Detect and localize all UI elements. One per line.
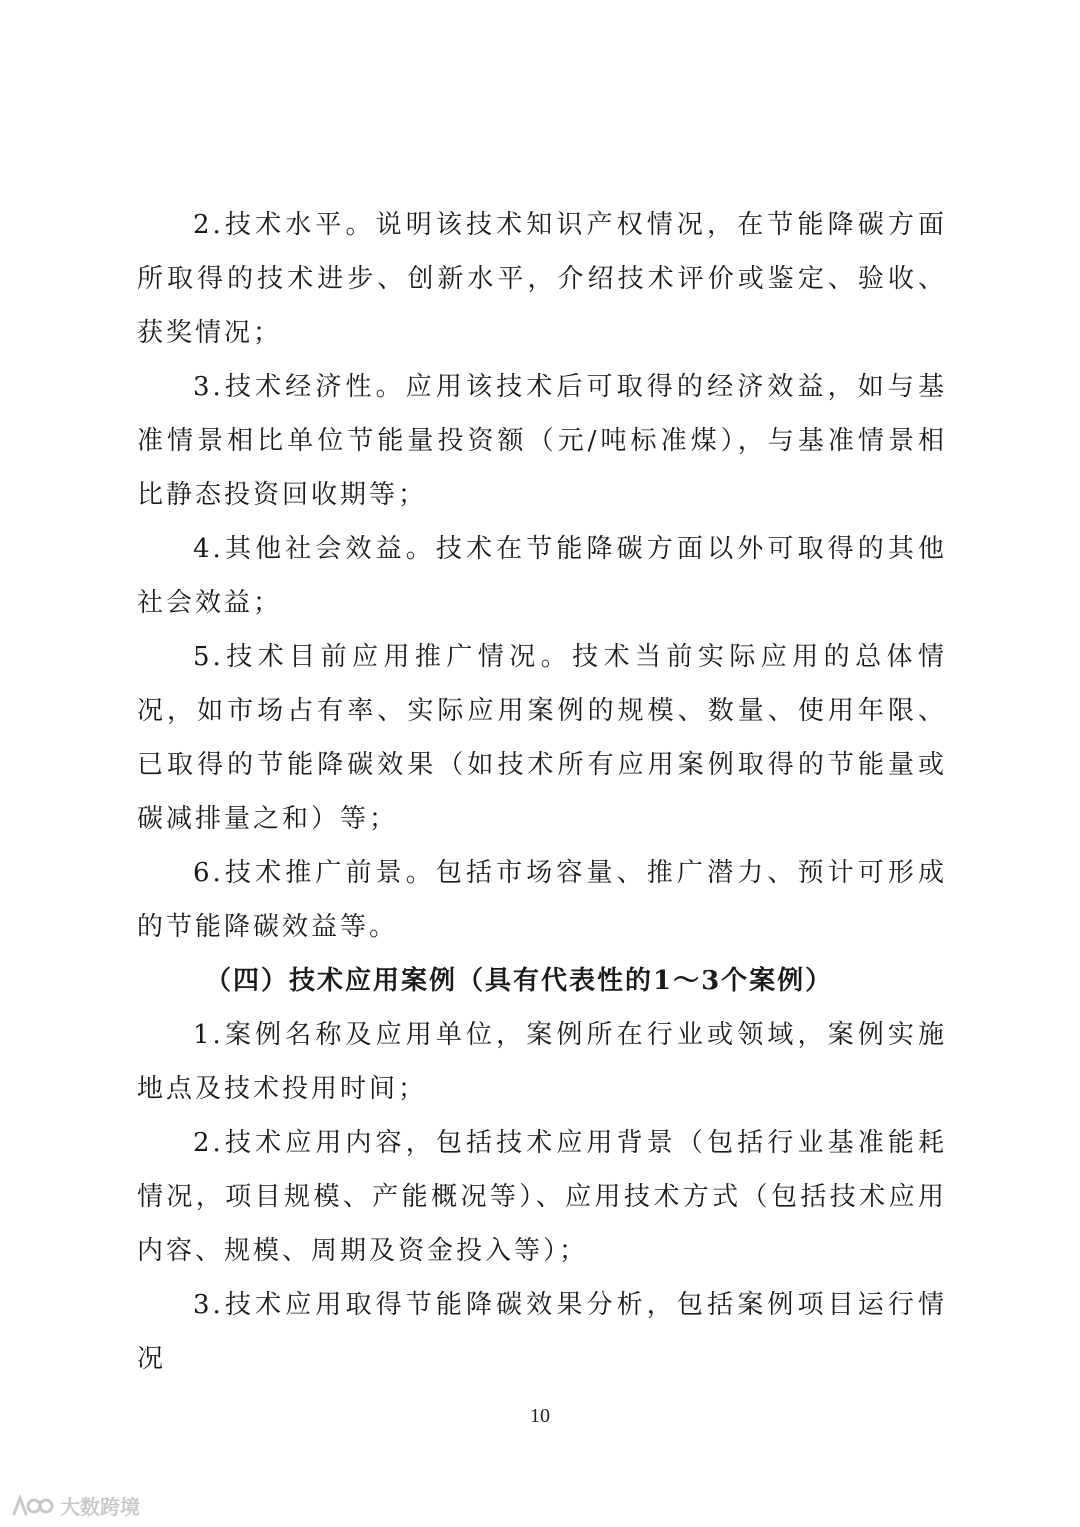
paragraph-economics: 3.技术经济性。应用该技术后可取得的经济效益，如与基准情景相比单位节能量投资额（元/吨标准煤），与基准情景相比静态投资回收期等； — [137, 372, 947, 510]
watermark-text: 大数跨境 — [60, 1495, 140, 1519]
section-heading-cases: （四）技术应用案例（具有代表性的1～3个案例） — [205, 966, 834, 996]
page-number: 10 — [530, 1405, 550, 1427]
document-body — [137, 198, 947, 1386]
watermark — [10, 1491, 140, 1520]
paragraph-application-status: 5.技术目前应用推广情况。技术当前实际应用的总体情况，如市场占有率、实际应用案例的规模、数量、使用年限、已取得的节能降碳效果（如技术所有应用案例取得的节能量或碳减排量之和）等； — [137, 642, 947, 834]
watermark-logo-icon — [10, 1494, 54, 1518]
paragraph-technical-level: 2.技术水平。说明该技术知识产权情况，在节能降碳方面所取得的技术进步、创新水平，介绍技术评价或鉴定、验收、获奖情况； — [137, 210, 947, 348]
paragraph-case-name: 1.案例名称及应用单位，案例所在行业或领域，案例实施地点及技术投用时间； — [137, 1020, 947, 1104]
paragraph-case-content: 2.技术应用内容，包括技术应用背景（包括行业基准能耗情况，项目规模、产能概况等）、应用技术方式（包括技术应用内容、规模、周期及资金投入等）； — [137, 1128, 947, 1266]
paragraph-promotion-prospect: 6.技术推广前景。包括市场容量、推广潜力、预计可形成的节能降碳效益等。 — [137, 858, 947, 942]
paragraph-case-effect: 3.技术应用取得节能降碳效果分析，包括案例项目运行情况 — [137, 1290, 947, 1374]
paragraph-social-benefit: 4.其他社会效益。技术在节能降碳方面以外可取得的其他社会效益； — [137, 534, 947, 618]
